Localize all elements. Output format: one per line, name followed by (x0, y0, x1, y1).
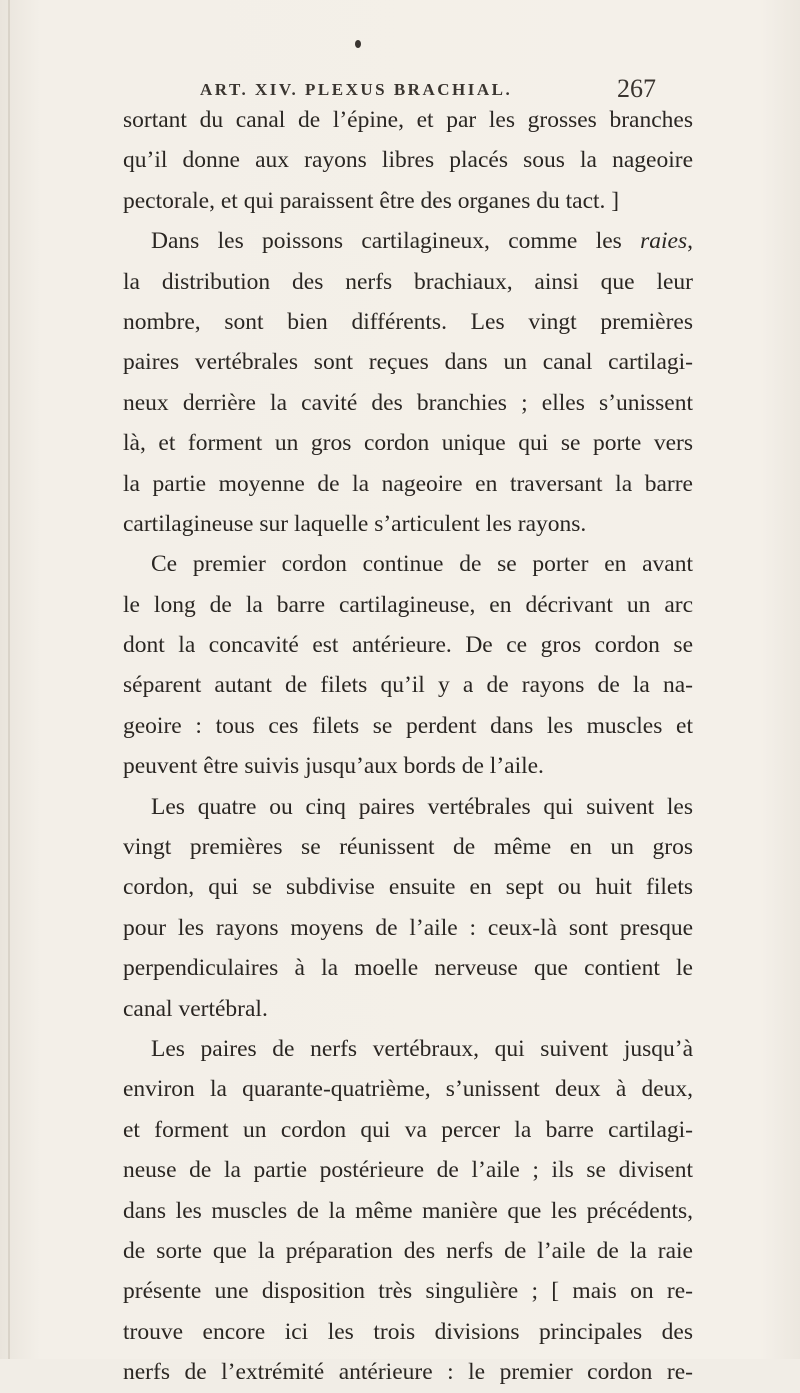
text-line: la distribution des nerfs brachiaux, ainsi que leur (123, 268, 693, 295)
text-line: séparent autant de filets qu’il y a de rayons de la na- (123, 672, 693, 699)
text-line: le long de la barre cartilagineuse, en décrivant un arc (123, 591, 693, 618)
text-line: paires vertébrales sont reçues dans un canal cartilagi- (123, 349, 693, 376)
text-line: trouve encore ici les trois divisions principales des (123, 1318, 693, 1345)
body-text (123, 100, 693, 1393)
text-line: la partie moyenne de la nageoire en traversant la barre (123, 470, 693, 497)
page-gutter (8, 0, 10, 1359)
text-line: de sorte que la préparation des nerfs de l’aile de la raie (123, 1237, 693, 1264)
text-line: pour les rayons moyens de l’aile : ceux-là sont presque (123, 914, 693, 941)
text-line: Ce premier cordon continue de se porter en avant (151, 551, 693, 578)
text-line: geoire : tous ces filets se perdent dans les muscles et (123, 712, 693, 739)
text-line: et forment un cordon qui va percer la barre cartilagi- (123, 1116, 693, 1143)
text-line: environ la quarante-quatrième, s’unissent deux à deux, (123, 1076, 693, 1103)
text-line: vingt premières se réunissent de même en un gros (123, 834, 693, 861)
text-line: dont la concavité est antérieure. De ce gros cordon se (123, 632, 693, 659)
text-line: qu’il donne aux rayons libres placés sous la nageoire (123, 147, 693, 174)
text-line: sortant du canal de l’épine, et par les grosses branches (123, 107, 693, 133)
text-line: dans les muscles de la même manière que les précédents, (123, 1197, 693, 1224)
text-line: nombre, sont bien différents. Les vingt premières (123, 308, 693, 335)
ink-spot (355, 40, 361, 48)
text-line: là, et forment un gros cordon unique qui se porte vers (123, 430, 693, 457)
text-line: cordon, qui se subdivise ensuite en sept ou huit filets (123, 874, 693, 901)
page-number: 267 (617, 74, 656, 103)
text-line: Les paires de nerfs vertébraux, qui suivent jusqu’à (151, 1035, 693, 1062)
running-head: ART. XIV. PLEXUS BRACHIAL. (200, 80, 513, 99)
text-line: canal vertébral. (123, 995, 268, 1022)
text-line: neux derrière la cavité des branchies ; elles s’unissent (123, 389, 693, 416)
text-line: pectorale, et qui paraissent être des organes du tact. ] (123, 187, 620, 214)
text-line: présente une disposition très singulière ; [ mais on re- (123, 1278, 693, 1305)
text-line: Les quatre ou cinq paires vertébrales qui suivent les (151, 793, 693, 820)
text-line-raies: Dans les poissons cartilagineux, comme les raies, (151, 228, 693, 255)
text-line: neuse de la partie postérieure de l’aile ; ils se divisent (123, 1157, 693, 1184)
text-line: perpendiculaires à la moelle nerveuse que contient le (123, 955, 693, 982)
text-line: nerfs de l’extrémité antérieure : le premier cordon re- (123, 1359, 693, 1386)
text-line: peuvent être suivis jusqu’aux bords de l’aile. (123, 753, 544, 780)
text-line: cartilagineuse sur laquelle s’articulent les rayons. (123, 510, 587, 537)
